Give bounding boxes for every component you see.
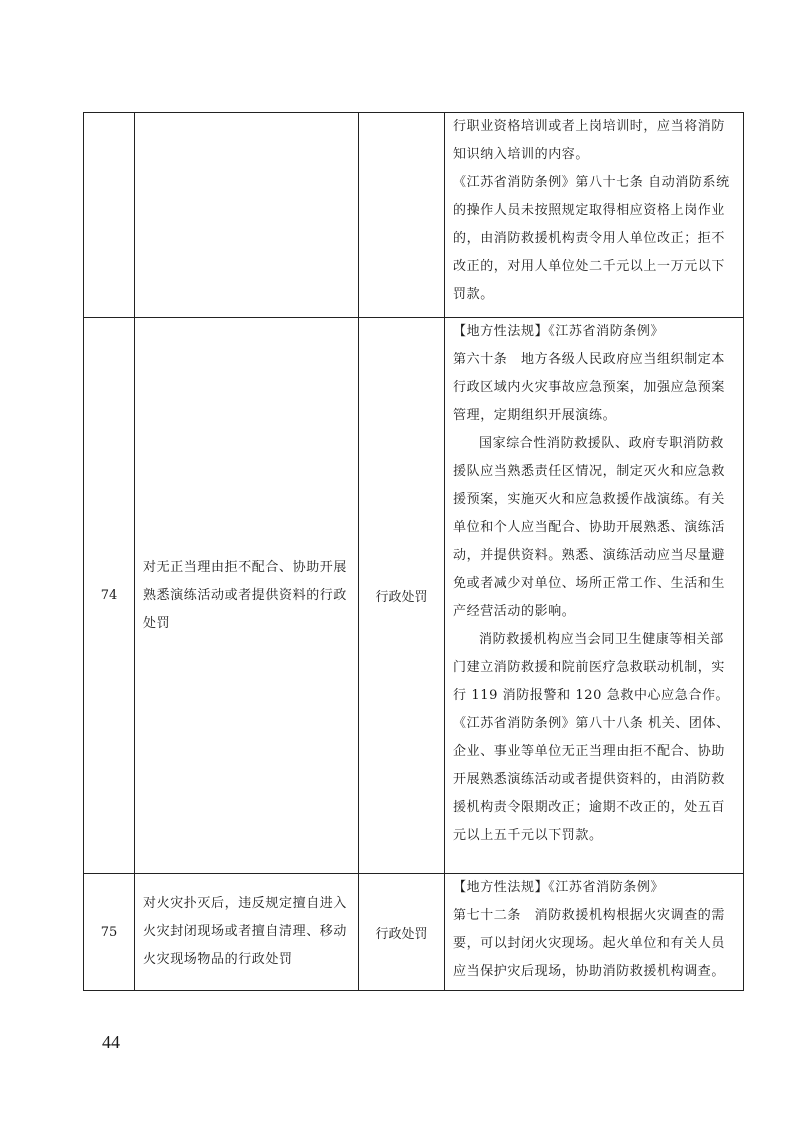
page-number: 44 — [102, 1032, 120, 1052]
item-text: 对无正当理由拒不配合、协助开展熟悉演练活动或者提供资料的行政处罚 — [143, 559, 348, 631]
basis-paragraph: 《江苏省消防条例》第八十八条 机关、团体、企业、事业等单位无正当理由拒不配合、协助开展熟悉演练活动或者提供资料的，由消防救援机构责令限期改正；逾期不改正的，处五百元以上五千元以下罚款。 — [453, 716, 730, 843]
row-number-cell — [84, 113, 135, 318]
item-text: 对火灾扑灭后，违反规定擅自进入火灾封闭现场或者擅自清理、移动火灾现场物品的行政处罚 — [143, 896, 348, 967]
type-cell — [359, 113, 445, 318]
basis-cell — [445, 318, 744, 874]
row-number-cell: 75 — [84, 874, 135, 991]
basis-cell — [445, 874, 744, 991]
item-cell — [135, 318, 359, 874]
item-cell — [135, 874, 359, 991]
type-cell: 行政处罚 — [359, 874, 445, 991]
basis-paragraph: 《江苏省消防条例》第八十七条 自动消防系统的操作人员未按照规定取得相应资格上岗作业的，由消防救援机构责令用人单位改正；拒不改正的，对用人单位处二千元以上一万元以下罚款。 — [453, 175, 730, 302]
basis-paragraph: 第六十条 地方各级人民政府应当组织制定本行政区域内火灾事故应急预案，加强应急预案管理，定期组织开展演练。 — [453, 352, 726, 423]
basis-paragraph: 【地方性法规】《江苏省消防条例》 — [453, 324, 665, 339]
basis-paragraph: 【地方性法规】《江苏省消防条例》 — [453, 880, 665, 895]
row-number-cell: 74 — [84, 318, 135, 874]
item-cell — [135, 113, 359, 318]
basis-paragraph: 行职业资格培训或者上岗培训时，应当将消防知识纳入培训的内容。 — [453, 119, 726, 162]
type-cell: 行政处罚 — [359, 318, 445, 874]
basis-paragraph: 第七十二条 消防救援机构根据火灾调查的需要，可以封闭火灾现场。起火单位和有关人员应当保护灾后现场，协助消防救援机构调查。 — [453, 908, 726, 979]
basis-paragraph: 国家综合性消防救援队、政府专职消防救援队应当熟悉责任区情况，制定灭火和应急救援预案，实施灭火和应急救援作战演练。有关单位和个人应当配合、协助开展熟悉、演练活动，并提供资料。熟悉、演练活动应当尽量避免或者减少对单位、场所正常工作、生活和生产经营活动的影响。 — [453, 436, 726, 619]
table-row — [84, 113, 744, 318]
basis-paragraph: 消防救援机构应当会同卫生健康等相关部门建立消防救援和院前医疗急救联动机制，实行 119 消防报警和 120 急救中心应急合作。 — [453, 632, 730, 703]
table-row — [84, 318, 744, 874]
regulation-table — [83, 112, 744, 991]
table-row — [84, 874, 744, 991]
basis-cell — [445, 113, 744, 318]
